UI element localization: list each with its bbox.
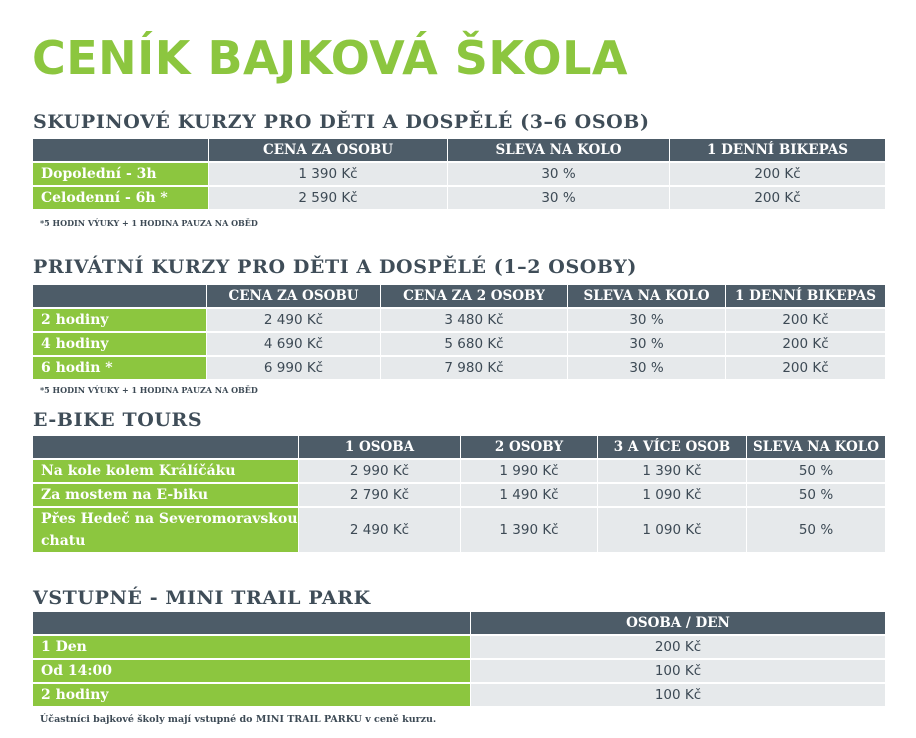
row-label: Přes Hedeč na Severomoravskou chatu	[33, 506, 299, 552]
discount-cell: 50 %	[747, 482, 885, 506]
price-cell: 2 790 Kč	[299, 482, 461, 506]
row-label: Dopolední - 3h	[33, 161, 209, 185]
discount-cell: 30 %	[568, 331, 726, 355]
section-title-private-courses: PRIVÁTNÍ KURZY PRO DĚTI A DOSPĚLÉ (1–2 OSOBY)	[33, 256, 638, 278]
table-row	[33, 355, 885, 379]
row-label: 2 hodiny	[33, 307, 207, 331]
ebike-tours-table	[33, 436, 885, 552]
section-title-group-courses: SKUPINOVÉ KURZY PRO DĚTI A DOSPĚLÉ (3–6 OSOB)	[33, 111, 650, 133]
table-row	[33, 307, 885, 331]
price-cell: 2 990 Kč	[299, 458, 461, 482]
header-cell: 2 OSOBY	[461, 436, 598, 458]
price-cell: 1 390 Kč	[209, 161, 448, 185]
header-cell: 1 OSOBA	[299, 436, 461, 458]
table-header-row	[33, 285, 885, 307]
price-cell: 1 390 Kč	[461, 506, 598, 552]
header-cell: 1 DENNÍ BIKEPAS	[726, 285, 885, 307]
footnote: *5 HODIN VÝUKY + 1 HODINA PAUZA NA OBĚD	[40, 218, 258, 228]
discount-cell: 30 %	[568, 355, 726, 379]
header-cell: CENA ZA 2 OSOBY	[381, 285, 568, 307]
table-row	[33, 331, 885, 355]
bikepass-cell: 200 Kč	[670, 185, 885, 209]
table-row	[33, 506, 885, 552]
discount-cell: 30 %	[448, 185, 670, 209]
price-cell: 3 480 Kč	[381, 307, 568, 331]
header-cell	[33, 612, 471, 634]
header-cell	[33, 139, 209, 161]
footnote: *5 HODIN VÝUKY + 1 HODINA PAUZA NA OBĚD	[40, 385, 258, 395]
discount-cell: 50 %	[747, 506, 885, 552]
footnote: Účastníci bajkové školy mají vstupné do MINI TRAIL PARKU v ceně kurzu.	[40, 714, 437, 725]
row-label: Za mostem na E-biku	[33, 482, 299, 506]
discount-cell: 50 %	[747, 458, 885, 482]
discount-cell: 30 %	[568, 307, 726, 331]
section-title-ebike-tours: E-BIKE TOURS	[33, 409, 203, 431]
bikepass-cell: 200 Kč	[726, 355, 885, 379]
price-cell: 7 980 Kč	[381, 355, 568, 379]
table-row	[33, 185, 885, 209]
bikepass-cell: 200 Kč	[726, 331, 885, 355]
private-courses-table	[33, 285, 885, 379]
header-cell: SLEVA NA KOLO	[747, 436, 885, 458]
header-cell	[33, 285, 207, 307]
price-cell: 2 490 Kč	[207, 307, 381, 331]
section-title-mini-trail-park: VSTUPNÉ - MINI TRAIL PARK	[33, 587, 371, 609]
table-header-row	[33, 139, 885, 161]
trail-park-table	[33, 612, 885, 706]
price-cell: 2 590 Kč	[209, 185, 448, 209]
row-label: Od 14:00	[33, 658, 471, 682]
price-cell: 1 490 Kč	[461, 482, 598, 506]
header-cell: CENA ZA OSOBU	[209, 139, 448, 161]
table-header-row	[33, 436, 885, 458]
price-cell: 100 Kč	[471, 682, 885, 706]
row-label: Celodenní - 6h *	[33, 185, 209, 209]
bikepass-cell: 200 Kč	[670, 161, 885, 185]
row-label: 1 Den	[33, 634, 471, 658]
discount-cell: 30 %	[448, 161, 670, 185]
table-row	[33, 161, 885, 185]
table-row	[33, 634, 885, 658]
table-row	[33, 682, 885, 706]
table-row	[33, 658, 885, 682]
table-row	[33, 458, 885, 482]
price-cell: 200 Kč	[471, 634, 885, 658]
row-label: 6 hodin *	[33, 355, 207, 379]
header-cell	[33, 436, 299, 458]
price-cell: 1 990 Kč	[461, 458, 598, 482]
header-cell: 3 A VÍCE OSOB	[598, 436, 747, 458]
bikepass-cell: 200 Kč	[726, 307, 885, 331]
price-cell: 6 990 Kč	[207, 355, 381, 379]
price-cell: 5 680 Kč	[381, 331, 568, 355]
header-cell: CENA ZA OSOBU	[207, 285, 381, 307]
price-cell: 2 490 Kč	[299, 506, 461, 552]
row-label: 2 hodiny	[33, 682, 471, 706]
row-label: 4 hodiny	[33, 331, 207, 355]
header-cell: OSOBA / DEN	[471, 612, 885, 634]
price-cell: 1 090 Kč	[598, 506, 747, 552]
group-courses-table	[33, 139, 885, 209]
table-row	[33, 482, 885, 506]
price-cell: 4 690 Kč	[207, 331, 381, 355]
table-header-row	[33, 612, 885, 634]
header-cell: SLEVA NA KOLO	[568, 285, 726, 307]
page-title: CENÍK BAJKOVÁ ŠKOLA	[32, 31, 628, 85]
price-cell: 1 390 Kč	[598, 458, 747, 482]
price-cell: 100 Kč	[471, 658, 885, 682]
header-cell: 1 DENNÍ BIKEPAS	[670, 139, 885, 161]
row-label: Na kole kolem Králíčáku	[33, 458, 299, 482]
price-cell: 1 090 Kč	[598, 482, 747, 506]
header-cell: SLEVA NA KOLO	[448, 139, 670, 161]
